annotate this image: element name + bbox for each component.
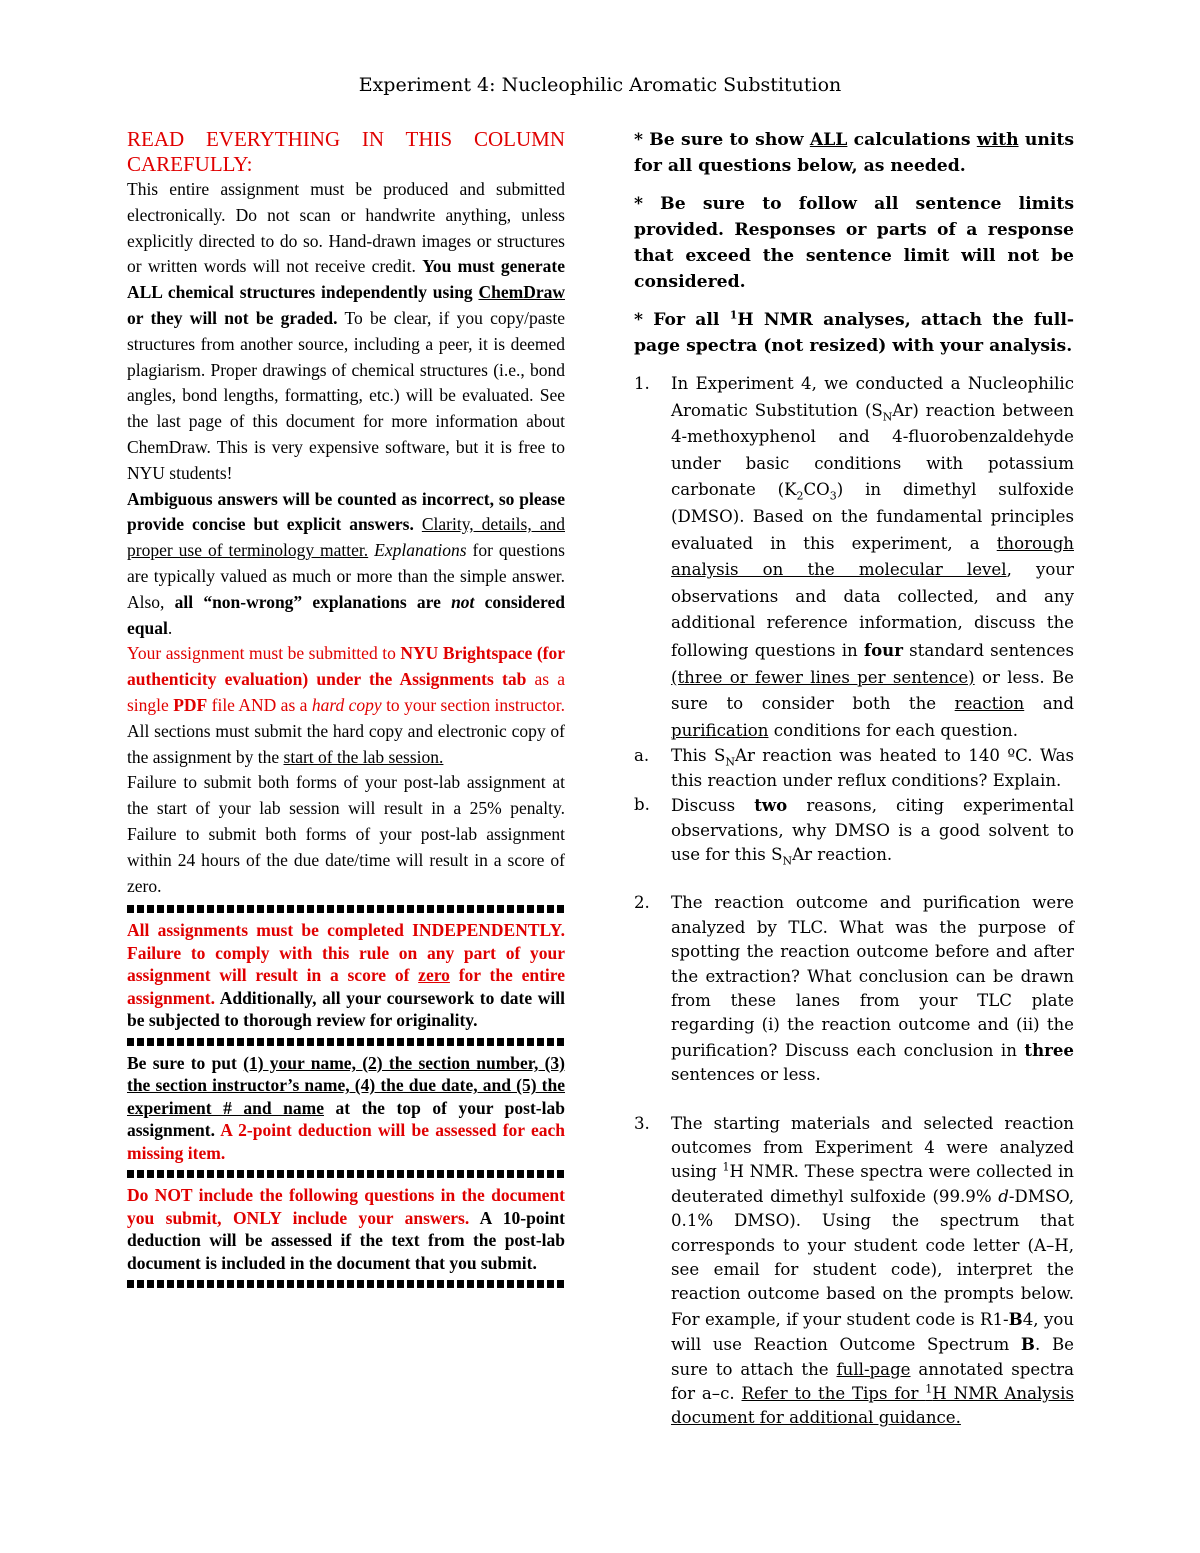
page-title: Experiment 4: Nucleophilic Aromatic Substitution [358, 74, 842, 96]
dashed-separator [127, 1280, 565, 1288]
dashed-separator [127, 1038, 565, 1046]
question-1: 1. In Experiment 4, we conducted a Nucleophilic Aromatic Substitution $(S_NAr)$ reaction between 4-methoxyphenol and 4-fluorobenzaldehyde under basic conditions with potassium carbonate $(K_2CO_3)$ in dimethyl sulfoxide (DMSO). Based on the fundamental principles evaluated in this experiment, a thorough analysis on the molecular level, your observations and data collected, and any additional reference information, discuss the following questions in four standard sentences (three or fewer lines per sentence) or less. Be sure to consider both the reaction and purification conditions for each question. [634, 374, 1074, 740]
question-2: 2. The reaction outcome and purification were analyzed by TLC. What was the purpose of spotting the reaction outcome before and after the extraction? What conclusion can be drawn from these lanes from your TLC plate regarding (i) the reaction outcome and (ii) the purification? Discuss each conclusion in three sentences or less. [634, 893, 1074, 1085]
read-carefully-heading: READ EVERYTHING IN THIS COLUMN CAREFULLY: [127, 127, 565, 176]
independence-notice: All assignments must be completed INDEPENDENTLY. Failure to comply with this rule on any part of your assignment will result in a score of zero for the entire assignment. Additionally, all your coursework to date will be subjected to thorough review for originality. [127, 920, 566, 1031]
ambiguous-answers-paragraph: Ambiguous answers will be counted as incorrect, so please provide concise but explicit answers. Clarity, details, and proper use of terminology matter. Explanations for questions are typically valued as much or more than the simple answer. Also, all “non-wrong” explanations are not considered equal. [127, 488, 566, 638]
nmr-attachment-instruction: * For all $^1$H NMR analyses, attach the full-page spectra (not resized) with your analysis. [634, 308, 1074, 356]
header-info-notice: Be sure to put (1) your name, (2) the section number, (3) the section instructor’s name, (4) the due date, and (5) the experiment # and name at the top of your post-lab assignment. A 2-point deduction will be assessed for each missing item. [127, 1052, 565, 1163]
exclude-questions-notice: Do NOT include the following questions in the document you submit, ONLY include your answers. A 10-point deduction will be assessed if the text from the post-lab document is included in the document that you submit. [127, 1185, 565, 1273]
calculations-instruction: * Be sure to show ALL calculations with units for all questions below, as needed. [634, 130, 1074, 176]
electronic-submission-paragraph: This entire assignment must be produced and submitted electronically. Do not scan or handwrite anything, unless explicitly directed to do so. Hand-drawn images or structures or written words will not receive credit. You must generate ALL chemical structures independently using ChemDraw or they will not be graded. To be clear, if you copy/paste structures from another source, including a peer, it is deemed plagiarism. Proper drawings of chemical structures (i.e., bond angles, bond lengths, formatting, etc.) will be evaluated. See the last page of this document for more information about ChemDraw. This is very expensive software, but it is free to NYU students! [127, 179, 566, 483]
submission-instructions-paragraph: Your assignment must be submitted to NYU Brightspace (for authenticity evaluation) under the Assignments tab as a single PDF file AND as a hard copy to your section instructor. All sections must submit the hard copy and electronic copy of the assignment by the start of the lab session. [127, 643, 565, 767]
sentence-limit-instruction: * Be sure to follow all sentence limits provided. Responses or parts of a response that exceed the sentence limit will not be considered. [634, 194, 1074, 292]
question-3: 3. The starting materials and selected reaction outcomes from Experiment 4 were analyzed using $^1$H NMR. These spectra were collected in deuterated dimethyl sulfoxide (99.9% d-DMSO, 0.1% DMSO). Using the spectrum that corresponds to your student code letter (A–H, see email for student code), interpret the reaction outcome based on the prompts below. For example, if your student code is R1-B4, you will use Reaction Outcome Spectrum B. Be sure to attach the full-page annotated spectra for a–c. Refer to the Tips for $^1$H NMR Analysis document for additional guidance. [634, 1113, 1075, 1428]
left-column [127, 127, 565, 1294]
question-1b: b. Discuss two reasons, citing experimental observations, why DMSO is a good solvent to use for this $S_NAr$ reaction. [634, 795, 1075, 868]
dashed-separator [127, 905, 565, 913]
nmr-tips-reference: Refer to the Tips for $^1$H NMR Analysis document for additional guidance. [671, 1382, 1075, 1428]
question-1a: a. This $S_NAr$ reaction was heated to 140 ºC. Was this reaction under reflux conditions? Explain. [634, 746, 1074, 790]
right-column [634, 127, 1074, 1431]
late-penalty-paragraph: Failure to submit both forms of your post-lab assignment at the start of your lab session will result in a 25% penalty. Failure to submit both forms of your post-lab assignment within 24 hours of the due date/time will result in a score of zero. [127, 772, 565, 896]
dashed-separator [127, 1170, 565, 1178]
